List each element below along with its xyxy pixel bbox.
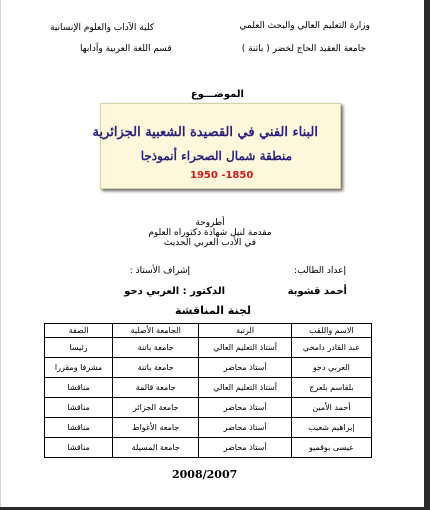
member-name: عبد القادر دامخي [291,338,371,358]
table-row [45,418,372,438]
page-right-edge [424,0,430,510]
member-name: بلقاسم بلعرج [291,378,371,398]
ministry-text: وزارة التعليم العالي والبحث العلمي [239,21,370,31]
table-row [45,398,372,418]
member-role: مشرفا ومقررا [45,358,113,378]
member-role: مناقشا [45,438,113,458]
faculty-text: كلية الآداب والعلوم الإنسانية [50,23,155,33]
member-university: جامعة المسيلة [113,438,199,458]
member-name: عيسى بوقميو [291,438,371,458]
subject-label: الموضـــوع [190,89,244,100]
member-name: إبراهيم شعيب [291,418,371,438]
member-rank: أستاذ التعليم العالي [199,378,291,398]
table-header-row [45,324,372,338]
header-role: الصفة [45,324,113,338]
committee-table [44,323,372,458]
thesis-type: أطروحة [195,218,225,228]
academic-year: 2008/2007 [172,468,238,481]
header-university: الجامعة الأصلية [113,324,199,338]
header-rank: الرتبة [199,324,291,338]
supervisor-name: الدكتور : العربي دحو [124,286,225,297]
thesis-field: في الأدب العربي الحديث [163,238,257,248]
member-role: مناقشا [45,398,113,418]
thesis-subtitle: منطقة شمال الصحراء أنموذجا [140,149,292,163]
student-name: أحمد قشوبة [287,286,347,297]
member-rank: أستاذ محاضر [199,438,291,458]
thesis-title: البناء الفني في القصيدة الشعبية الجزائرية [92,125,318,140]
committee-title: لجنة المناقشة [175,304,252,317]
member-university: جامعة باتنة [113,338,199,358]
title-years: 1950 -1850 [190,170,254,181]
member-university: جامعة قالمة [113,378,199,398]
member-rank: أستاذ محاضر [199,398,291,418]
supervisor-label: إشراف الأستاذ : [129,266,190,276]
student-label: إعداد الطالب: [294,266,346,276]
member-rank: أستاذ التعليم العالي [199,338,291,358]
page-left-edge [0,0,1,510]
member-role: مناقشا [45,418,113,438]
table-row [45,358,372,378]
department-text: قسم اللغة العربية وآدابها [80,44,172,54]
member-university: جامعة الجزائر [113,398,199,418]
table-row [45,438,372,458]
member-rank: أستاذ محاضر [199,418,291,438]
member-name: أحمد الأمين [291,398,371,418]
table-row [45,378,372,398]
university-text: جامعة العقيد الحاج لخضر ( باتنة ) [241,44,366,54]
member-role: رئيسا [45,338,113,358]
member-name: العربي دحو [291,358,371,378]
member-university: جامعة باتنة [113,358,199,378]
member-university: جامعة الأغواط [113,418,199,438]
header-name: الاسم واللقب [291,324,371,338]
table-row [45,338,372,358]
member-role: مناقشا [45,378,113,398]
member-rank: أستاذ محاضر [199,358,291,378]
thesis-degree: مقدمة لنيل شهادة دكتوراه العلوم [148,228,272,238]
